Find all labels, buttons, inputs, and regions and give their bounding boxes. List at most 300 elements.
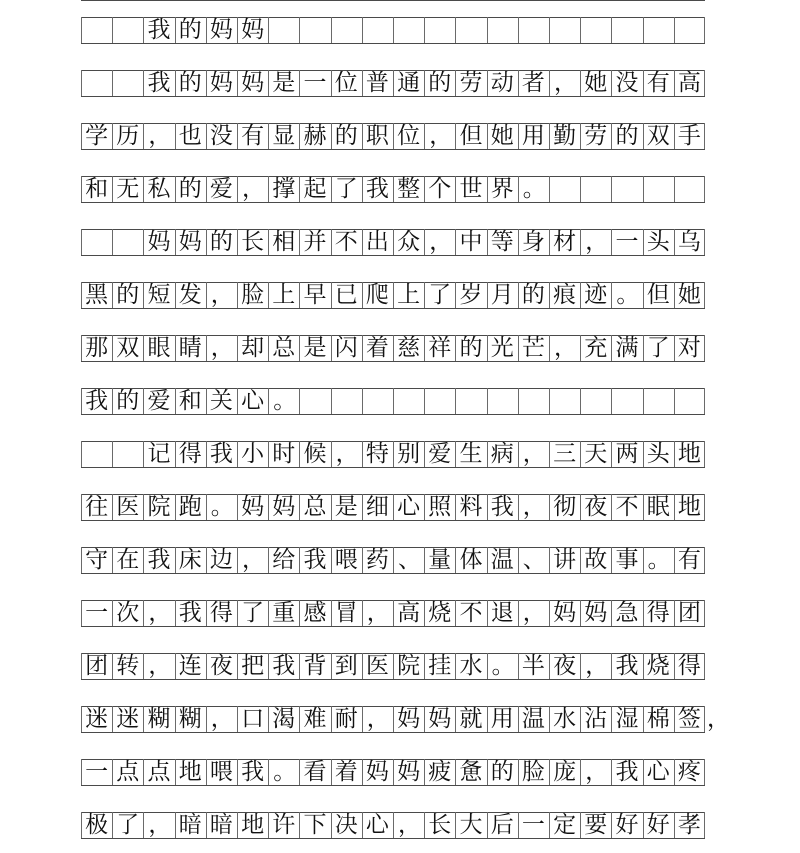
character: 身 [521,229,545,255]
character: 定 [553,812,577,838]
character: 转 [116,653,140,679]
character: 无 [116,176,140,202]
character: 学 [85,123,109,149]
character: 难 [303,706,327,732]
character: 夜 [584,494,608,520]
character: 疲 [428,759,452,785]
grid-cell [611,388,642,414]
character: 我 [615,759,639,785]
grid-cell [487,17,518,43]
grid-cell [611,176,642,202]
character: 迷 [85,706,109,732]
character: ， [148,123,172,149]
character: 妈 [209,70,233,96]
grid-cell [549,176,580,202]
character: 充 [584,335,608,361]
character: 医 [116,494,140,520]
character: 的 [116,388,140,414]
character: 一 [521,812,545,838]
character: 背 [303,653,327,679]
character: 团 [677,600,701,626]
character: 脸 [241,282,265,308]
character: 得 [677,653,701,679]
character: 床 [178,547,202,573]
character: 了 [646,335,670,361]
character: 但 [459,123,483,149]
character: 湿 [615,706,639,732]
character: 通 [397,70,421,96]
character: 决 [334,812,358,838]
character: 夜 [209,653,233,679]
character: 糊 [147,706,171,732]
character: 我 [272,653,296,679]
character: 迷 [116,706,140,732]
character: 院 [397,653,421,679]
character: 。 [210,494,234,520]
character: 是 [334,494,358,520]
character: 爱 [428,441,452,467]
character: 好 [646,812,670,838]
character: 的 [116,282,140,308]
character: 疼 [677,759,701,785]
grid-cell [299,388,330,414]
character: 沾 [584,706,608,732]
character: 界 [490,176,514,202]
grid-cell [674,388,705,414]
character: 双 [116,335,140,361]
character: 短 [147,282,171,308]
character: 下 [303,812,327,838]
grid-cell [580,17,611,43]
character: 点 [147,759,171,785]
character: 冒 [334,600,358,626]
character: 的 [209,229,233,255]
character: 等 [490,229,514,255]
grid-cell [112,441,143,467]
character: 药 [365,547,389,573]
character: 世 [459,176,483,202]
character: 水 [553,706,577,732]
character: 渴 [272,706,296,732]
character: 我 [303,547,327,573]
character: 我 [147,70,171,96]
character: 两 [615,441,639,467]
grid-cell [518,17,549,43]
grid-cell [643,176,674,202]
character: 照 [428,494,452,520]
character: 爱 [147,388,171,414]
character: ， [148,653,172,679]
character: 没 [615,70,639,96]
character: ， [522,441,546,467]
character: 。 [647,547,671,573]
grid-cell [549,17,580,43]
character: 心 [365,812,389,838]
character: 双 [646,123,670,149]
character: 已 [334,282,358,308]
grid-row-bottom-line [81,732,705,733]
grid-cell [518,388,549,414]
grid-cell [268,17,299,43]
grid-row-bottom-line [81,467,705,468]
character: 妈 [209,17,233,43]
grid-cell [424,388,455,414]
character: 就 [459,706,483,732]
character: 。 [616,282,640,308]
character: 劳 [459,70,483,96]
character: 。 [273,388,297,414]
character: 感 [303,600,327,626]
character: 普 [365,70,389,96]
character: ， [242,176,265,202]
character: 发 [178,282,202,308]
grid-row-bottom-line [81,202,705,203]
character: 的 [459,335,483,361]
character: 看 [303,759,327,785]
character: 她 [490,123,514,149]
character: 跑 [178,494,202,520]
character: 我 [85,388,109,414]
character: 了 [116,812,140,838]
grid-cell [643,388,674,414]
character: 退 [490,600,514,626]
character: 的 [178,17,202,43]
character: 糊 [178,706,202,732]
character: 惫 [459,759,483,785]
character: 妈 [397,759,421,785]
character: 用 [490,706,514,732]
character: 用 [521,123,545,149]
character: 三 [553,441,577,467]
grid-cell [112,70,143,96]
character: 得 [646,600,670,626]
grid-cell [81,229,112,255]
grid-cell [424,17,455,43]
character: 总 [303,494,327,520]
character: 水 [459,653,483,679]
character: 院 [147,494,171,520]
character: 是 [272,70,296,96]
character: 高 [397,600,421,626]
grid-cell [611,17,642,43]
character: 爱 [209,176,233,202]
character: 暗 [209,812,233,838]
character: ， [366,600,390,626]
character: 候 [303,441,327,467]
character: 历 [116,123,140,149]
character: 勤 [553,123,577,149]
character: 地 [677,494,701,520]
character: 妈 [272,494,296,520]
character: 职 [365,123,389,149]
character: 她 [584,70,608,96]
character: 慈 [397,335,421,361]
character: 记 [147,441,171,467]
character: 有 [677,547,701,573]
character: 好 [615,812,639,838]
character: 医 [365,653,389,679]
character: 黑 [85,282,109,308]
character: 早 [303,282,327,308]
character: 的 [178,176,202,202]
character: 光 [490,335,514,361]
character: 量 [428,547,452,573]
character: 不 [615,494,639,520]
character: ， [429,229,453,255]
character: 撑 [272,176,296,202]
character: 显 [272,123,296,149]
sheet-top-border [81,0,705,1]
character: 我 [147,17,171,43]
character: 睛 [178,335,202,361]
character: 没 [209,123,233,149]
character: 生 [459,441,483,467]
character: ， [554,335,577,361]
character: ， [585,229,609,255]
character: 。 [273,759,297,785]
character: 中 [459,229,483,255]
grid-cell [549,388,580,414]
character: 却 [241,335,265,361]
character: 守 [85,547,109,573]
character: ， [429,123,453,149]
character: 耐 [334,706,358,732]
character: 妈 [365,759,389,785]
character: 事 [615,547,639,573]
character: 。 [522,176,546,202]
character: 有 [241,123,265,149]
character: 、 [398,547,421,573]
grid-row-bottom-line [81,679,705,680]
character: ， [585,759,609,785]
character: 的 [490,759,514,785]
character: 并 [303,229,327,255]
character: 和 [85,176,109,202]
character: 了 [241,600,265,626]
character: 彻 [553,494,577,520]
character: 手 [677,123,701,149]
character: 也 [178,123,202,149]
character: 细 [365,494,389,520]
character: 体 [459,547,483,573]
character: 祥 [428,335,452,361]
character: 小 [241,441,265,467]
character: 连 [178,653,202,679]
character: 病 [490,441,514,467]
character: 对 [677,335,701,361]
grid-row-bottom-line [81,149,705,150]
character: 位 [397,123,421,149]
character: 妈 [147,229,171,255]
character: 暗 [178,812,202,838]
character: 的 [334,123,358,149]
character: ， [398,812,421,838]
grid-cell [331,17,362,43]
character: 烧 [646,653,670,679]
character: 签 [677,706,701,732]
character: ， [554,70,577,96]
character: 上 [397,282,421,308]
character: 温 [521,706,545,732]
character: 特 [365,441,389,467]
character: 许 [272,812,296,838]
character: 心 [241,388,265,414]
character: 我 [241,759,265,785]
character: 整 [397,176,421,202]
character: 天 [584,441,608,467]
character: ， [148,812,172,838]
character: 重 [272,600,296,626]
grid-cell [674,17,705,43]
character: 棉 [646,706,670,732]
grid-cell [643,17,674,43]
character: 把 [241,653,265,679]
character: 满 [615,335,639,361]
character: ， [335,441,359,467]
character: 我 [178,600,202,626]
grid-cell [81,441,112,467]
character: 边 [209,547,233,573]
character: 了 [334,176,358,202]
character: 在 [116,547,140,573]
character: 喂 [209,759,233,785]
grid-row-bottom-line [81,838,705,839]
character: 长 [241,229,265,255]
grid-row-bottom-line [81,414,705,415]
character: 迹 [584,282,608,308]
grid-cell [393,388,424,414]
grid-row-bottom-line [81,43,705,44]
character: 高 [677,70,701,96]
character: 极 [85,812,109,838]
character: 起 [303,176,327,202]
character: 一 [303,70,327,96]
character: ， [522,494,546,520]
character: 妈 [397,706,421,732]
character: 相 [272,229,296,255]
character: 时 [272,441,296,467]
character: ， [522,600,546,626]
character: ， [210,335,234,361]
character: 但 [646,282,670,308]
grid-cell [362,17,393,43]
character: 私 [147,176,171,202]
character: 。 [491,653,515,679]
grid-cell [112,229,143,255]
character: ， [210,282,234,308]
character: 上 [272,282,296,308]
margin-punctuation: ， [707,706,730,732]
character: 爬 [365,282,389,308]
character: 烧 [428,600,452,626]
character: 一 [85,759,109,785]
character: 是 [303,335,327,361]
character: 别 [397,441,421,467]
character: 的 [178,70,202,96]
character: 月 [490,282,514,308]
character: 后 [490,812,514,838]
grid-cell [299,17,330,43]
character: 眠 [646,494,670,520]
character: 动 [490,70,514,96]
character: 得 [178,441,202,467]
character: 的 [428,70,452,96]
character: 我 [615,653,639,679]
grid-cell [393,17,424,43]
character: 出 [365,229,389,255]
character: 地 [677,441,701,467]
grid-cell [487,388,518,414]
character: 我 [147,547,171,573]
character: 了 [428,282,452,308]
character: 往 [85,494,109,520]
grid-row-bottom-line [81,96,705,97]
grid-cell [331,388,362,414]
grid-row-bottom-line [81,255,705,256]
character: 头 [646,441,670,467]
character: 着 [365,335,389,361]
grid-cell [674,176,705,202]
character: 急 [615,600,639,626]
character: 妈 [553,600,577,626]
grid-cell [112,17,143,43]
character: 、 [522,547,546,573]
character: 赫 [303,123,327,149]
character: 口 [241,706,265,732]
character: 她 [677,282,701,308]
grid-row-bottom-line [81,573,705,574]
grid-row-bottom-line [81,520,705,521]
character: 喂 [334,547,358,573]
character: 孝 [677,812,701,838]
character: 长 [428,812,452,838]
grid-cell [81,70,112,96]
grid-row-bottom-line [81,626,705,627]
character: 众 [397,229,421,255]
character: 不 [334,229,358,255]
grid-cell [455,17,486,43]
grid-cell [580,388,611,414]
character: 那 [85,335,109,361]
character: 我 [209,441,233,467]
character: 地 [178,759,202,785]
grid-row-bottom-line [81,308,705,309]
character: ， [366,706,390,732]
grid-cell [455,388,486,414]
character: 位 [334,70,358,96]
character: 地 [241,812,265,838]
character: 有 [646,70,670,96]
character: 芒 [521,335,545,361]
character: 闪 [334,335,358,361]
character: 心 [397,494,421,520]
character: 脸 [521,759,545,785]
character: 夜 [553,653,577,679]
grid-row-bottom-line [81,785,705,786]
character: 妈 [241,70,265,96]
character: 点 [116,759,140,785]
grid-cell [580,176,611,202]
character: 头 [646,229,670,255]
character: 眼 [147,335,171,361]
grid-cell [362,388,393,414]
grid-row-bottom-line [81,361,705,362]
character: 妈 [241,17,265,43]
character: 大 [459,812,483,838]
character: 个 [428,176,452,202]
character: 半 [521,653,545,679]
character: 我 [365,176,389,202]
